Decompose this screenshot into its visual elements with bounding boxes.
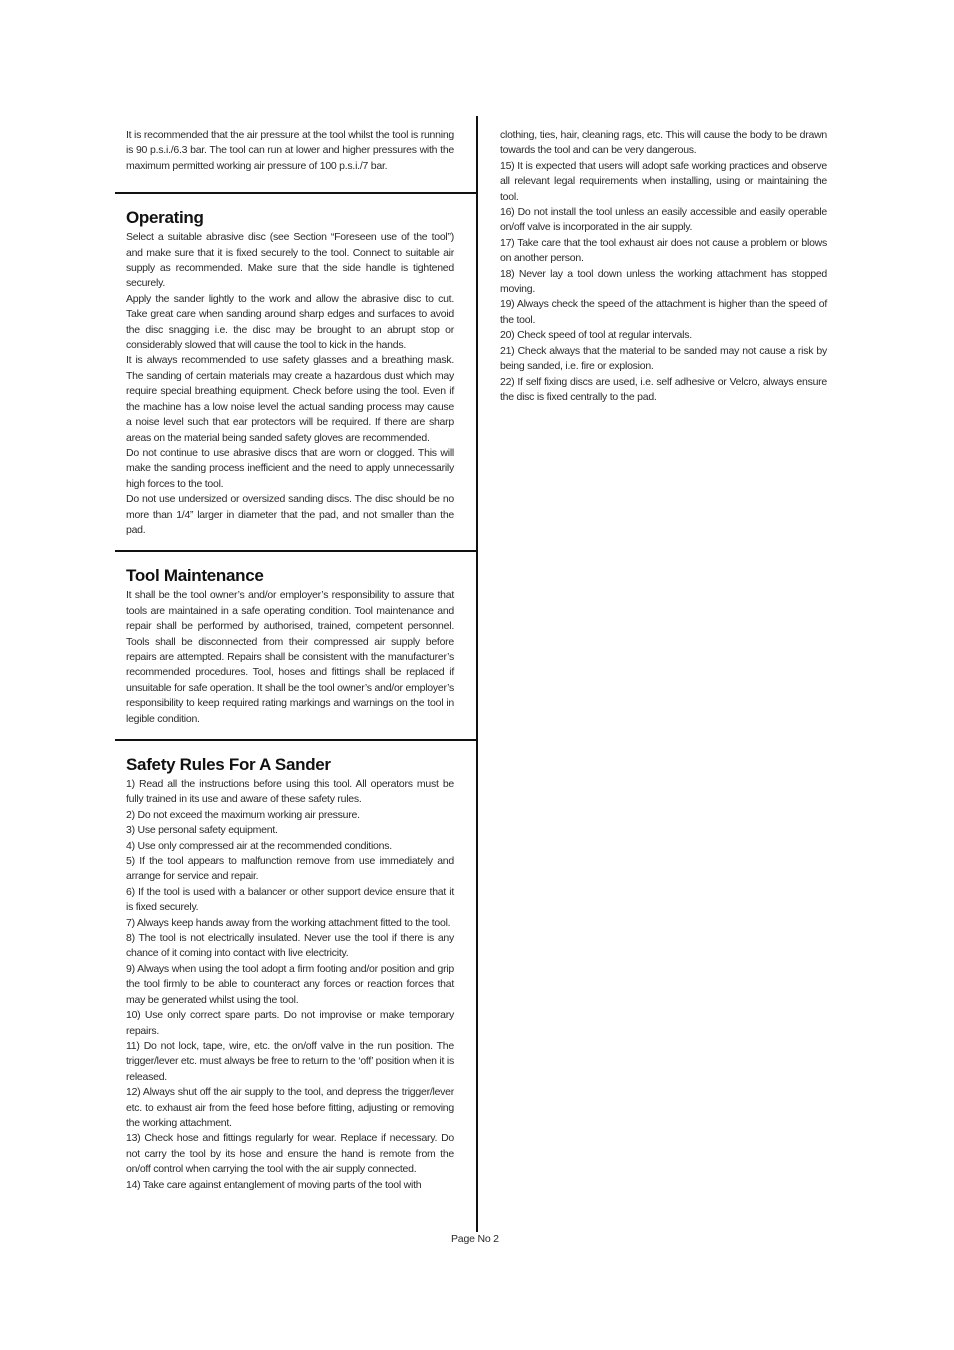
safety-rule-item: 4) Use only compressed air at the recommended conditions. <box>126 839 392 852</box>
safety-rule-item: 5) If the tool appears to malfunction remove from use immediately and arrange for service and repair. <box>126 855 454 883</box>
page-number: Page No 2 <box>451 1233 499 1245</box>
operating-paragraph: Apply the sander lightly to the work and allow the abrasive disc to cut. Take great care when sanding around sharp edges and surfaces to avoid the disc snagging i.e. the disc may be brought to an abrupt stop or considerably slowed that will cause the tool to kick in the hands. <box>126 292 454 352</box>
safety-rule-item: 14) Take care against entanglement of moving parts of the tool with <box>126 1178 422 1191</box>
safety-rule-item: 6) If the tool is used with a balancer or other support device ensure that it is fixed securely. <box>126 885 454 914</box>
safety-rule-item: 19) Always check the speed of the attachment is higher than the speed of the tool. <box>500 298 827 326</box>
safety-rule-item: 15) It is expected that users will adopt safe working practices and observe all relevant legal requirements when installing, using or maintaining the tool. <box>500 159 827 203</box>
operating-heading: Operating <box>126 208 204 228</box>
safety-rule-item: clothing, ties, hair, cleaning rags, etc. This will cause the body to be drawn towards the tool and can be very dangerous. <box>500 129 827 157</box>
safety-rule-item: 16) Do not install the tool unless an easily accessible and easily operable on/off valve is incorporated in the air supply. <box>500 206 827 234</box>
safety-rule-item: 17) Take care that the tool exhaust air does not cause a problem or blows on another person. <box>500 236 827 265</box>
maintenance-section <box>115 550 476 739</box>
safety-rule-item: 12) Always shut off the air supply to the tool, and depress the trigger/lever etc. to exhaust air from the feed hose before fitting, adjusting or removing the working attachment. <box>126 1086 454 1129</box>
safety-rule-item: 2) Do not exceed the maximum working air pressure. <box>126 808 360 821</box>
safety-rules-section <box>115 739 476 1193</box>
left-column <box>115 116 476 1193</box>
safety-rule-item: 8) The tool is not electrically insulated. Never use the tool if there is any chance of it coming into contact with live electricity. <box>126 932 454 960</box>
operating-paragraph: It is always recommended to use safety glasses and a breathing mask. The sanding of certain materials may create a hazardous dust which may require special breathing equipment. Check before using the tool. Even if the machine has a low noise level the actual sanding process may cause a noise level such that ear protectors will be required. If there are sharp areas on the material being sanded safety gloves are recommended. <box>126 354 454 444</box>
column-divider <box>476 116 478 1232</box>
safety-rule-item: 20) Check speed of tool at regular intervals. <box>500 329 692 342</box>
safety-rule-item: 9) Always when using the tool adopt a firm footing and/or position and grip the tool firmly to be able to counteract any forces or reaction forces that may be generated whilst using the tool. <box>126 962 454 1006</box>
maintenance-heading: Tool Maintenance <box>126 566 264 586</box>
intro-section <box>115 116 476 192</box>
safety-rule-item: 18) Never lay a tool down unless the working attachment has stopped moving. <box>500 267 827 296</box>
safety-rules-heading: Safety Rules For A Sander <box>126 755 331 774</box>
right-column <box>500 128 827 405</box>
intro-paragraph: It is recommended that the air pressure at the tool whilst the tool is running is 90 p.s.i./6.3 bar. The tool can run at lower and higher pressures with the maximum permitted working air pressure of 100 p.s.i./7 bar. <box>126 129 454 172</box>
safety-rules-continued <box>500 128 827 405</box>
safety-rule-item: 11) Do not lock, tape, wire, etc. the on/off valve in the run position. The trigger/lever etc. must always be free to return to the ‘off’ position when it is released. <box>126 1039 454 1083</box>
safety-rule-item: 13) Check hose and fittings regularly for wear. Replace if necessary. Do not carry the tool by its hose and ensure the hand is remote from the on/off control when carrying the tool with the air supply connected. <box>126 1132 454 1176</box>
operating-paragraph: Do not continue to use abrasive discs that are worn or clogged. This will make the sanding process inefficient and the need to apply unnecessarily high forces to the tool. <box>126 446 454 490</box>
operating-section <box>115 192 476 550</box>
safety-rule-item: 1) Read all the instructions before using this tool. All operators must be fully trained in its use and aware of these safety rules. <box>126 778 454 806</box>
maintenance-paragraph: It shall be the tool owner’s and/or employer’s responsibility to assure that tools are maintained in a safe operating condition. Tool maintenance and repair shall be performed by authorised, trained, competent personnel. Tools shall be disconnected from their compressed air supply before repairs are attempted. Repairs shall be consistent with the manufacturer’s recommended procedures. Tool, hoses and fittings shall be replaced if unsuitable for safe operation. It shall be the tool owner’s and/or employer’s responsibility to keep required rating markings and warnings on the tool in legible condition. <box>126 589 454 725</box>
safety-rule-item: 7) Always keep hands away from the working attachment fitted to the tool. <box>126 916 451 929</box>
operating-paragraph: Select a suitable abrasive disc (see Section “Foreseen use of the tool”) and make sure that it is fixed securely to the tool. Connect to suitable air supply as recommended. Make sure that the side handle is tightened securely. <box>126 231 454 290</box>
operating-paragraph: Do not use undersized or oversized sanding discs. The disc should be no more than 1/4” larger in diameter that the pad, and not smaller than the pad. <box>126 493 454 536</box>
safety-rule-item: 21) Check always that the material to be sanded may not cause a risk by being sanded, i.e. fire or explosion. <box>500 344 827 373</box>
safety-rule-item: 10) Use only correct spare parts. Do not improvise or make temporary repairs. <box>126 1009 454 1037</box>
safety-rule-item: 3) Use personal safety equipment. <box>126 824 278 837</box>
safety-rule-item: 22) If self fixing discs are used, i.e. self adhesive or Velcro, always ensure the disc is fixed centrally to the pad. <box>500 375 827 403</box>
